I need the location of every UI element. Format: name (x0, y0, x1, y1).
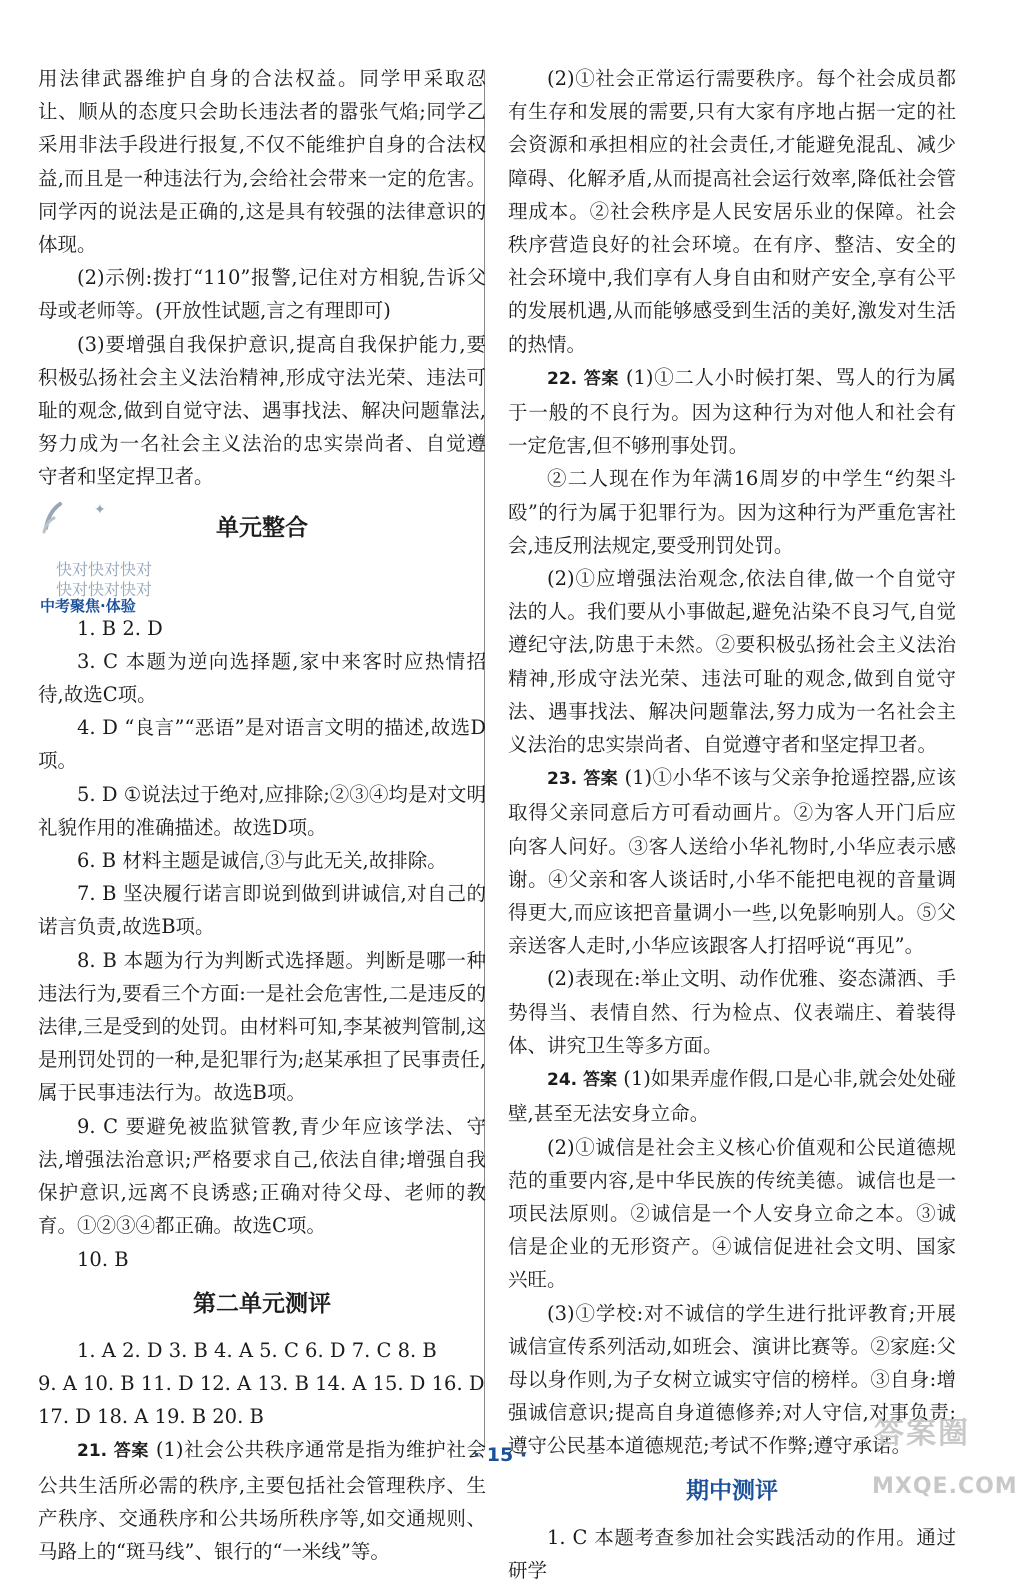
watermark-logo (870, 1408, 1018, 1510)
answer-q10: 10. B (77, 1247, 129, 1271)
answer-q22-part3: (2)①应增强法治观念,依法自律,做一个自觉守法的人。我们要从小事做起,避免沾染不良习气,自觉遵纪守法,防患于未然。②要积极弘扬社会主义法治精神,形成守法光荣、违法可耻的观念,做到自觉守法、遇事找法、解决问题靠法,努力成为一名社会主义法治的忠实崇尚者、自觉遵守者和坚定捍卫者。 (508, 567, 956, 757)
left-column (38, 62, 486, 1568)
unit-integration-title: 单元整合 (216, 514, 308, 541)
answer-label: 23. 答案 (547, 769, 618, 790)
page-number: · 15 · (472, 1444, 528, 1466)
answer-q6: 6. B 材料主题是诚信,③与此无关,故排除。 (77, 849, 447, 873)
intro-paragraph-1: 用法律武器维护自身的合法权益。同学甲采取忍让、顺从的态度只会助长违法者的嚣张气焰;同学乙采用非法手段进行报复,不仅不能维护自身的合法权益,而且是一种违法行为,会给社会带来一定的危害。同学丙的说法是正确的,这是具有较强的法律意识的体现。 (38, 67, 486, 257)
answer-q9: 9. C 要避免被监狱管教,青少年应该学法、守法,增强法治意识;严格要求自己,依法自律;增强自我保护意识,远离不良诱惑;正确对待父母、老师的教育。①②③④都正确。故选C项。 (38, 1114, 486, 1238)
midterm-test-title: 期中测评 (686, 1477, 778, 1504)
answer-label: 22. 答案 (547, 368, 620, 389)
answer-label: 24. 答案 (547, 1070, 618, 1091)
unit-two-test-title: 第二单元测评 (193, 1290, 331, 1317)
svg-text:✦: ✦ (94, 501, 106, 518)
answer-q4: 4. D “良言”“恶语”是对语言文明的描述,故选D项。 (38, 716, 486, 773)
answer-q3: 3. C 本题为逆向选择题,家中来客时应热情招待,故选C项。 (38, 649, 486, 707)
answer-q7: 7. B 坚决履行诺言即说到做到讲诚信,对自己的诺言负责,故选B项。 (38, 882, 486, 939)
answer-q8: 8. B 本题为行为判断式选择题。判断是哪一种违法行为,要看三个方面:一是社会危害性,二是违反的法律,三是受到的处罚。由材料可知,李某被判管制,这是刑罚处罚的一种,是犯罪行为;赵某承担了民事责任,属于民事违法行为。故选B项。 (38, 948, 486, 1105)
midterm-answer-q1: 1. C 本题考查参加社会实践活动的作用。通过研学 (508, 1525, 956, 1582)
answer-q1-2: 1. B 2. D (77, 616, 163, 640)
mcq-answers-row-2: 9. A 10. B 11. D 12. A 13. B 14. A 15. D 16. D (38, 1371, 485, 1395)
answer-q21-part1: 21. 答案 (1)社会公共秩序通常是指为维护社会公共生活所必需的秩序,主要包括社会管理秩序、生产秩序、交通秩序和公共场所秩序等,如交通规则、马路上的“斑马线”、银行的“一米线”等。 (38, 1438, 486, 1563)
answer-q5: 5. D ①说法过于绝对,应排除;②③④均是对文明礼貌作用的准确描述。故选D项。 (38, 782, 486, 839)
intro-paragraph-3: (3)要增强自我保护意识,提高自我保护能力,要积极弘扬社会主义法治精神,形成守法光荣、违法可耻的观念,做到自觉守法、遇事找法、解决问题靠法,努力成为一名社会主义法治的忠实崇尚者、自觉遵守者和坚定捍卫者。 (38, 332, 486, 489)
watermark-url: MXQE.COM (872, 1474, 1018, 1499)
slogan-line-1: 快对快对快对 (56, 559, 153, 579)
right-column (508, 62, 956, 1587)
mcq-answers-row-1: 1. A 2. D 3. B 4. A 5. C 6. D 7. C 8. B (77, 1338, 437, 1362)
unit-integration-banner (38, 494, 486, 615)
answer-q22-part2: ②二人现在作为年满16周岁的中学生“约架斗殴”的行为属于犯罪行为。因为这种行为严重危害社会,违反刑法规定,要受刑罚处罚。 (508, 467, 956, 557)
answer-q24-part2: (2)①诚信是社会主义核心价值观和公民道德规范的重要内容,是中华民族的传统美德。诚信也是一项民法原则。②诚信是一个人安身立命之本。③诚信是企业的无形资产。④诚信促进社会文明、国家兴旺。 (508, 1135, 956, 1292)
answer-q21-part2: (2)①社会正常运行需要秩序。每个社会成员都有生存和发展的需要,只有大家有序地占据一定的社会资源和承担相应的社会责任,才能避免混乱、减少障碍、化解矛盾,从而提高社会运行效率,降低社会管理成本。②社会秩序是人民安居乐业的保障。社会秩序营造良好的社会环境。在有序、整洁、安全的社会环境中,我们享有人身自由和财产安全,享有公平的发展机遇,从而能够感受到生活的美好,激发对生活的热情。 (508, 67, 956, 356)
answer-q23-part2: (2)表现在:举止文明、动作优雅、姿态潇洒、手势得当、表情自然、行为检点、仪表端庄、着装得体、讲究卫生等多方面。 (508, 967, 956, 1057)
answer-q24-part1: 24. 答案 (1)如果弄虚作假,口是心非,就会处处碰壁,甚至无法安身立命。 (508, 1067, 956, 1126)
watermark-mark: 答案圈 (874, 1416, 970, 1451)
section-label: 中考聚焦·体验 (40, 596, 136, 615)
answer-q24-part3: (3)①学校:对不诚信的学生进行批评教育;开展诚信宣传系列活动,如班会、演讲比赛等。②家庭:父母以身作则,为子女树立诚实守信的榜样。③自身:增强诚信意识;提高自身道德修养;对人守信,对事负责;遵守公民基本道德规范;考试不作弊;遵守承诺。 (508, 1301, 956, 1458)
answer-q22-part1: 22. 答案 (1)①二人小时候打架、骂人的行为属于一般的不良行为。因为这种行为对他人和社会有一定危害,但不够刑事处罚。 (508, 365, 956, 458)
intro-paragraph-2: (2)示例:拨打“110”报警,记住对方相貌,告诉父母或老师等。(开放性试题,言之有理即可) (38, 266, 486, 323)
slogan-line-2: 快对快对快对 (56, 579, 153, 599)
answer-q23-part1: 23. 答案 (1)①小华不该与父亲争抢遥控器,应该取得父亲同意后方可看动画片。②为客人开门后应向客人问好。③客人送给小华礼物时,小华应表示感谢。④父亲和客人谈话时,小华不能把电视的音量调得更大,而应该把音量调小一些,以免影响别人。⑤父亲送客人走时,小华应该跟客人打招呼说“再见”。 (508, 766, 956, 958)
answer-label: 21. 答案 (77, 1441, 150, 1462)
mcq-answers-row-3: 17. D 18. A 19. B 20. B (38, 1405, 264, 1429)
